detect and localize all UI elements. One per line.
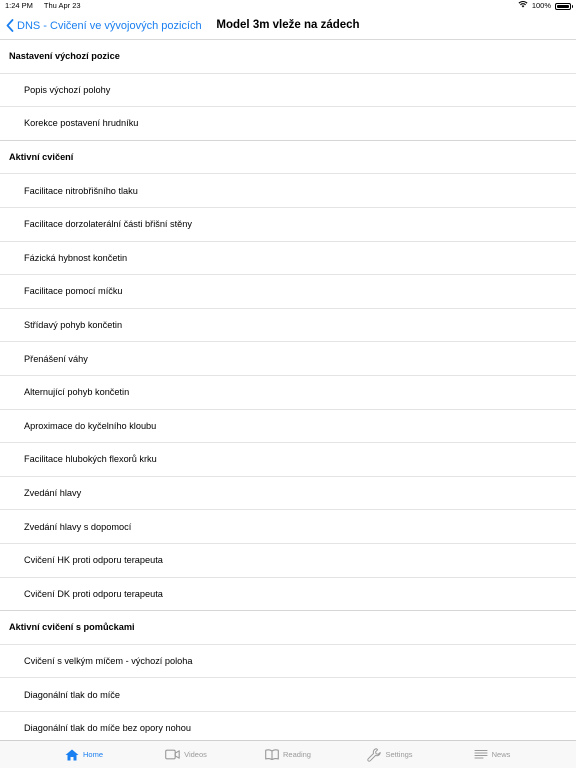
list-item[interactable] [0,712,576,740]
tab-settings[interactable] [339,741,441,768]
battery-percentage: 100% [531,1,551,10]
list-item[interactable] [0,544,576,578]
list-item-label: Cvičení HK proti odporu terapeuta [24,555,163,566]
list-item[interactable] [0,578,576,612]
wifi-icon [518,0,528,12]
list-item[interactable] [0,275,576,309]
status-time: 1:24 PM [5,1,33,10]
list-item[interactable] [0,309,576,343]
tab-label: Settings [385,750,413,759]
list-item-label: Facilitace nitrobřišního tlaku [24,185,138,196]
list-item[interactable] [0,443,576,477]
list-item[interactable] [0,410,576,444]
navigation-bar [0,12,576,40]
wrench-icon [367,748,381,762]
tab-label: Home [82,750,103,759]
list-item[interactable] [0,645,576,679]
list-item-label: Střídavý pohyb končetin [24,320,123,331]
list-item[interactable] [0,208,576,242]
list-item[interactable] [0,174,576,208]
battery-icon [555,3,571,10]
tab-label: Reading [283,750,311,759]
tab-bar [0,740,576,768]
list-item[interactable] [0,342,576,376]
status-date: Thu Apr 23 [43,1,81,10]
list-item-label: Aproximace do kyčelního kloubu [24,420,157,431]
section-header: Aktivní cvičení s pomůckami [0,611,576,645]
list-item[interactable] [0,74,576,108]
exercise-list[interactable] [0,40,576,740]
list-item[interactable] [0,107,576,141]
list-item-label: Zvedání hlavy s dopomocí [24,521,132,532]
list-item-label: Alternující pohyb končetin [24,387,130,398]
status-left [5,0,90,12]
tab-news[interactable] [441,741,543,768]
list-item[interactable] [0,678,576,712]
list-item-label: Facilitace pomocí míčku [24,286,123,297]
list-item-label: Facilitace dorzolaterální části břišní stěny [24,219,192,230]
list-item[interactable] [0,376,576,410]
list-item-label: Diagonální tlak do míče [24,689,121,700]
status-right [518,0,571,12]
list-item-label: Popis výchozí polohy [24,84,111,95]
battery-fill [557,5,569,8]
list-item-label: Fázická hybnost končetin [24,252,128,263]
section-header: Nastavení výchozí pozice [0,40,576,74]
list-item-label: Korekce postavení hrudníku [24,118,139,129]
tab-reading[interactable] [237,741,339,768]
list-item-label: Cvičení s velkým míčem - výchozí poloha [24,655,193,666]
list-item-label: Přenášení váhy [24,353,88,364]
list-item[interactable] [0,510,576,544]
back-button[interactable] [6,12,202,39]
list-item[interactable] [0,242,576,276]
list-item-label: Cvičení DK proti odporu terapeuta [24,588,163,599]
video-icon [165,749,180,760]
page-title: Model 3m vleže na zádech [216,19,360,31]
book-icon [265,749,279,760]
section-header: Aktivní cvičení [0,141,576,175]
news-icon [474,749,488,760]
list-item-label: Facilitace hlubokých flexorů krku [24,454,157,465]
tab-label: Videos [184,750,207,759]
chevron-left-icon [6,19,14,32]
back-button-label: DNS - Cvičení ve vývojových pozicích [17,19,202,32]
tab-videos[interactable] [135,741,237,768]
tab-label: News [491,750,511,759]
home-icon [65,749,79,761]
tab-home[interactable] [33,741,135,768]
status-bar [0,0,576,12]
list-item-label: Diagonální tlak do míče bez opory nohou [24,723,192,734]
list-item[interactable] [0,477,576,511]
list-item-label: Zvedání hlavy [24,488,82,499]
